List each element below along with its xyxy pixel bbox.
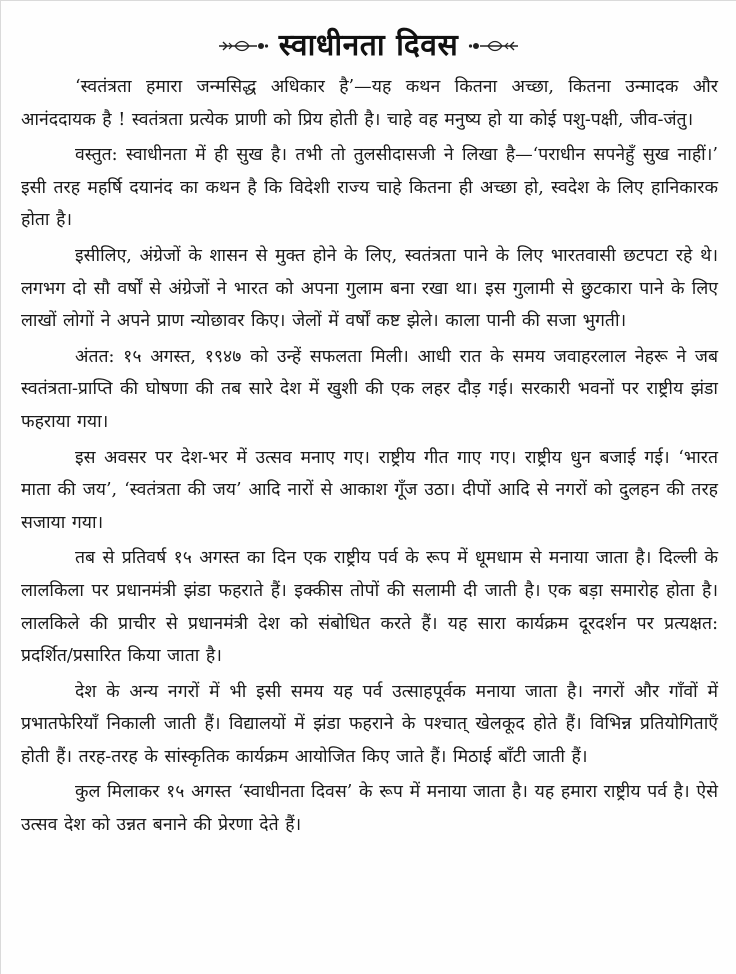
paragraph-5: इस अवसर पर देश-भर में उत्सव मनाए गए। राष्ट्रीय गीत गाए गए। राष्ट्रीय धुन बजाई गई। ‘भारत माता की जय’, ‘स्वतंत्रता की जय’ आदि नारों से आकाश गूँज उठा। दीपों आदि से नगरों को दुलहन की तरह सजाया गया। [21, 447, 718, 533]
title-row [1, 23, 736, 69]
paragraph-3: इसीलिए, अंग्रेजों के शासन से मुक्त होने के लिए, स्वतंत्रता पाने के लिए भारतवासी छटपटा रहे थे। लगभग दो सौ वर्षों से अंग्रेजों ने भारत को अपना गुलाम बना रखा था। इस गुलामी से छुटकारा पाने के लिए लाखों लोगों ने अपने प्राण न्योछावर किए। जेलों में वर्षों कष्ट झेले। काला पानी की सजा भुगती। [21, 245, 718, 332]
paragraph-4: अंतत: १५ अगस्त, १९४७ को उन्हें सफलता मिली। आधी रात के समय जवाहरलाल नेहरू ने जब स्वतंत्रता-प्राप्ति की घोषणा की तब सारे देश में खुशी की एक लहर दौड़ गई। सरकारी भवनों पर राष्ट्रीय झंडा फहराया गया। [21, 346, 718, 432]
flourish-right-ornament [468, 38, 520, 54]
paragraph-7: देश के अन्य नगरों में भी इसी समय यह पर्व उत्साहपूर्वक मनाया जाता है। नगरों और गाँवों में प्रभातफेरियाँ निकाली जाती हैं। विद्यालयों में झंडा फहराने के पश्चात् खेलकूद होते हैं। विभिन्न प्रतियोगिताएँ होती हैं। तरह-तरह के सांस्कृतिक कार्यक्रम आयोजित किए जाते हैं। मिठाई बाँटी जाती हैं। [21, 681, 718, 767]
essay-body [21, 71, 718, 845]
paragraph-1: ‘स्वतंत्रता हमारा जन्मसिद्ध अधिकार है’—यह कथन कितना अच्छा, कितना उन्मादक और आनंददायक है ! स्वतंत्रता प्रत्येक प्राणी को प्रिय होती है। चाहे वह मनुष्य हो या कोई पशु-पक्षी, जीव-जंतु। [21, 77, 718, 130]
paragraph-8: कुल मिलाकर १५ अगस्त ‘स्वाधीनता दिवस’ के रूप में मनाया जाता है। यह हमारा राष्ट्रीय पर्व है। ऐसे उत्सव देश को उन्नत बनाने की प्रेरणा देते हैं। [21, 782, 718, 836]
paragraph-2: वस्तुत: स्वाधीनता में ही सुख है। तभी तो तुलसीदासजी ने लिखा है—‘पराधीन सपनेहुँ सुख नाहीं।’ इसी तरह महर्षि दयानंद का कथन है कि विदेशी राज्य चाहे कितना ही अच्छा हो, स्वदेश के लिए हानिकारक होता है। [21, 145, 719, 231]
paragraph-6: तब से प्रतिवर्ष १५ अगस्त का दिन एक राष्ट्रीय पर्व के रूप में धूमधाम से मनाया जाता है। दिल्ली के लालकिला पर प्रधानमंत्री झंडा फहराते हैं। इक्कीस तोपों की सलामी दी जाती है। एक बड़ा समारोह होता है। लालकिले की प्राचीर से प्रधानमंत्री देश को संबोधित करते हैं। यह सारा कार्यक्रम दूरदर्शन पर प्रत्यक्षत: प्रदर्शित/प्रसारित किया जाता है। [21, 548, 718, 667]
flourish-left-ornament [217, 38, 269, 54]
page-title: स्वाधीनता दिवस [278, 28, 459, 63]
